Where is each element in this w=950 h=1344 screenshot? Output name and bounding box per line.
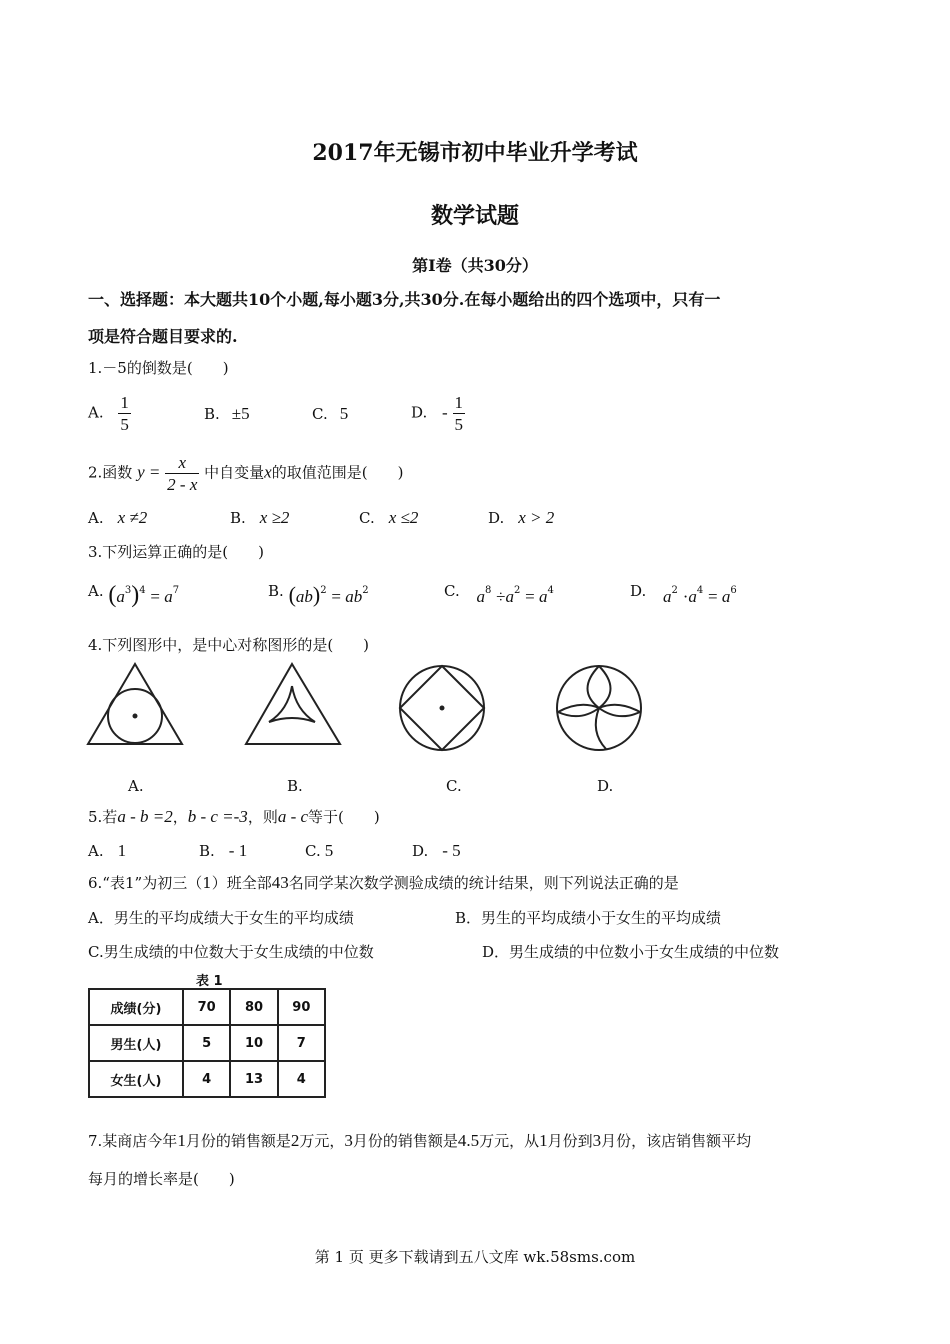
figure-b-triangle-arcs: [246, 664, 340, 744]
q2-option-d: D. x > 2: [488, 508, 555, 527]
q6-stem: 6.“表1”为初三（1）班全部43名同学某次数学测验成绩的统计结果，则下列说法正确的是: [88, 873, 679, 892]
q4-stem: 4.下列图形中，是中心对称图形的是( ): [88, 636, 370, 654]
q2-fraction: $\frac{x}{2 - x}$: [167, 453, 198, 494]
q6-option-b: B．男生的平均成绩小于女生的平均成绩: [455, 909, 722, 927]
q1-option-b: B. ±5: [204, 404, 250, 423]
table-caption: 表 1: [196, 974, 223, 989]
q4-label-b: B.: [287, 777, 303, 795]
figure-a-triangle-incircle: [88, 664, 182, 744]
table-cell: 10: [230, 1025, 277, 1061]
q2-option-c: C. x ≤2: [359, 508, 419, 527]
page-footer: 第 1 页 更多下载请到五八文库 wk.58sms.com: [314, 1248, 636, 1266]
q4-label-a: A.: [128, 777, 144, 795]
q2-option-b: B. x ≥2: [230, 508, 290, 527]
q1-stem: 1.－5的倒数是( ): [88, 359, 229, 377]
q1-a-fraction: $\frac{1}{5}$: [120, 393, 129, 434]
q5-option-d: D. - 5: [412, 841, 461, 860]
table-row: [89, 1025, 325, 1061]
exam-subtitle: 数学试题: [430, 203, 519, 229]
q4-label-c: C.: [446, 777, 462, 795]
exam-title: 2017年无锡市初中毕业升学考试: [312, 140, 638, 166]
q6-option-c: C.男生成绩的中位数大于女生成绩的中位数: [88, 943, 374, 961]
q3-option-d: D. $a^2 \cdot a^4 = a^6$: [630, 582, 737, 606]
table-cell: 男生(人): [89, 1025, 183, 1061]
table-cell: 5: [183, 1025, 230, 1061]
table-cell: 4: [278, 1061, 325, 1097]
q6-option-d: D．男生成绩的中位数小于女生成绩的中位数: [482, 943, 780, 961]
section-instruction-line1: 一、选择题：本大题共10个小题,每小题3分,共30分.在每小题给出的四个选项中，只有一: [88, 290, 721, 309]
q3-option-b: B. $(ab)^2 = ab^2$: [268, 582, 369, 607]
section-instruction-line2: 项是符合题目要求的.: [88, 327, 238, 346]
q5-option-a: A. 1: [88, 841, 127, 860]
q7-stem-line2: 每月的增长率是( ): [88, 1170, 235, 1188]
q1-d-fraction: $\frac{1}{5}$: [454, 393, 463, 434]
table-row: [89, 1061, 325, 1097]
table-cell: 13: [230, 1061, 277, 1097]
score-table: [88, 988, 326, 1098]
q1-option-d: D. - $\frac{1}{5}$: [411, 393, 463, 434]
table-cell: 4: [183, 1061, 230, 1097]
q1-a-label: A.: [88, 403, 104, 422]
table-cell: 女生(人): [89, 1061, 183, 1097]
table-header-row: [89, 989, 325, 1025]
table-cell: 7: [278, 1025, 325, 1061]
table-cell: 成绩(分): [89, 989, 183, 1025]
q5-option-c: C. 5: [305, 841, 334, 860]
q3-stem: 3.下列运算正确的是( ): [88, 543, 265, 561]
q3-option-c: C. $a^8 \div a^2 = a^4$: [444, 582, 554, 606]
figure-d-circle-arcs: [557, 666, 641, 750]
q4-label-d: D.: [597, 777, 614, 795]
table-cell: 90: [278, 989, 325, 1025]
figure-c-center-dot: [440, 706, 445, 711]
q7-stem-line1: 7.某商店今年1月份的销售额是2万元，3月份的销售额是4.5万元，从1月份到3月份，该店销售额平均: [88, 1131, 752, 1150]
figure-a-center-dot: [133, 714, 138, 719]
q1-option-c: C. 5: [312, 404, 349, 423]
q2-option-a: A. x ≠2: [88, 508, 148, 527]
q5-stem: 5.若a - b =2，b - c =-3，则a - c等于( ): [88, 807, 380, 826]
table-cell: 80: [230, 989, 277, 1025]
q1-option-a: [88, 392, 131, 435]
q3-option-a: A. $(a^3)^4 = a^7$: [88, 582, 180, 608]
q5-option-b: B. - 1: [199, 841, 248, 860]
q4-figures: [80, 660, 660, 760]
table-cell: 70: [183, 989, 230, 1025]
q2-stem: 2.函数 y = $\frac{x}{2 - x}$ 中自变量x的取值范围是( ): [88, 453, 404, 494]
q6-option-a: A．男生的平均成绩大于女生的平均成绩: [88, 909, 354, 927]
volume-heading: 第Ⅰ卷（共30分）: [412, 256, 538, 275]
